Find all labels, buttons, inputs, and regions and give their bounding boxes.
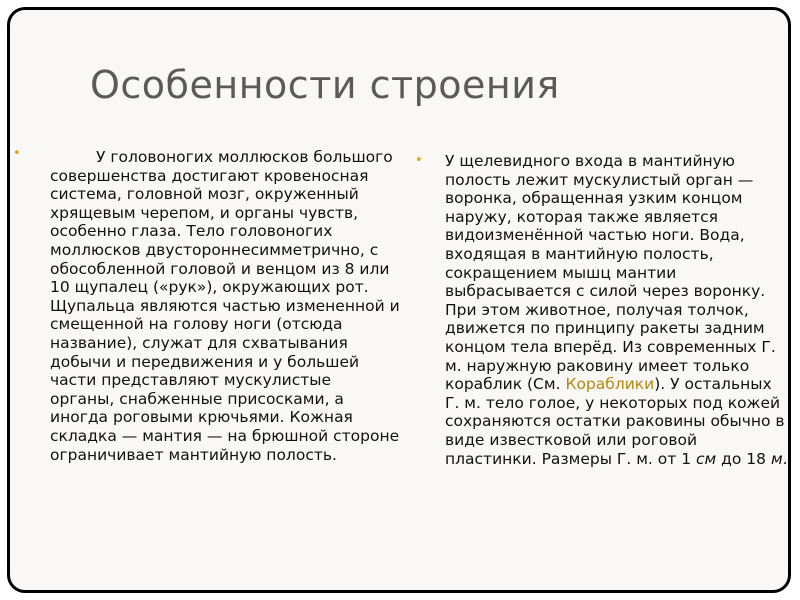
right-text-part1: У щелевидного входа в мантийную полость лежит мускулистый орган — воронка, обращенная узким концом наружу, которая также является видоизменённой частью ноги. Вода, входящая в мантийную полость, сокращением мышц мантии выбрасывается с силой через воронку. При этом животное, получая толчок, движется по принципу ракеты задним концом тела вперёд. Из современных Г. м. наружную раковину имеет только кораблик (См. [445,152,776,394]
bullet-icon: • [13,146,21,161]
left-text: У головоногих моллюсков большого совершенства достигают кровеносная система, головной мозг, окруженный хрящевым черепом, и органы чувств, особенно глаза. Тело головоногих моллюсков двустороннесимметрично, с обособленной головой и венцом из 8 или 10 щупалец («рук»), окружающих рот. Щупальца являются частью измененной и смещенной на голову ноги (отсюда название), служат для схватывания добычи и передвижения и у большей части представляют мускулистые органы, снабженные присосками, а иногда роговыми крючьями. Кожная складка — мантия — на брюшной стороне ограничивает мантийную полость. [50,148,400,464]
left-column [50,148,400,464]
right-column [445,152,790,468]
right-text-end: . [782,449,788,468]
right-text-part2: ). У остальных Г. м. тело голое, у некоторых под кожей сохраняются остатки раковины обычно в виде известковой или роговой пластинки. Размеры Г. м. от 1 [445,375,785,468]
right-paragraph [445,152,790,468]
left-paragraph [50,148,400,464]
slide-title: Особенности строения [90,63,560,107]
unit-m: м [770,449,783,468]
right-text-part3: до 18 [716,449,771,468]
bullet-icon: • [415,153,423,168]
unit-cm: см [696,449,717,468]
korabliki-link[interactable]: Кораблики [565,375,655,394]
